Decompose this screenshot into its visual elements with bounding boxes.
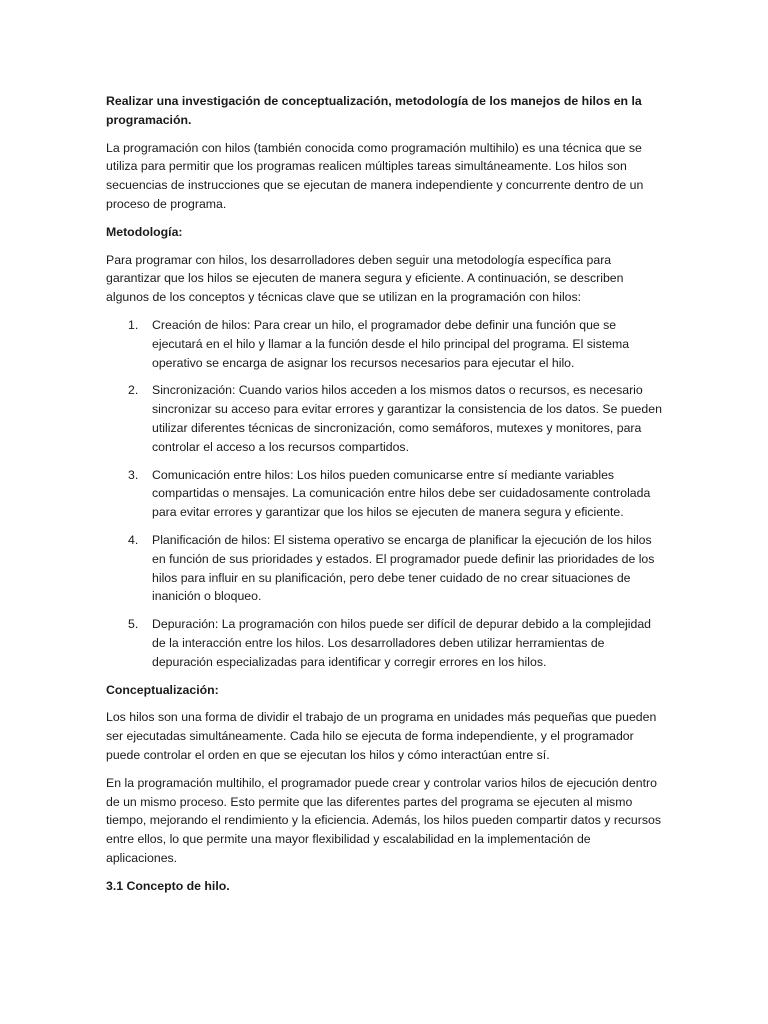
document-title: Realizar una investigación de conceptualización, metodología de los manejos de hilos en la programación.	[106, 94, 642, 127]
list-item-number: 4.	[128, 532, 139, 547]
conceptualizacion-paragraph-1: Los hilos son una forma de dividir el trabajo de un programa en unidades más pequeñas que pueden ser ejecutadas simultáneamente. Cada hilo se ejecuta de forma independiente, y el programador puede controlar el orden en que se ejecutan los hilos y cómo interactúan entre sí.	[106, 710, 657, 762]
metodologia-heading: Metodología:	[106, 224, 183, 239]
intro-paragraph: La programación con hilos (también conocida como programación multihilo) es una técnica que se utiliza para permitir que los programas realicen múltiples tareas simultáneamente. Los hilos son secuencias de instrucciones que se ejecutan de manera independiente y concurrente dentro de un proceso de programa.	[106, 140, 644, 211]
conceptualizacion-paragraph-2: En la programación multihilo, el programador puede crear y controlar varios hilos de ejecución dentro de un mismo proceso. Esto permite que las diferentes partes del programa se ejecuten al mismo tiempo, mejorando el rendimiento y la eficiencia. Además, los hilos pueden compartir datos y recursos entre ellos, lo que permite una mayor flexibilidad y escalabilidad en la implementación de aplicaciones.	[106, 775, 662, 865]
list-item-text: Depuración: La programación con hilos puede ser difícil de depurar debido a la complejidad de la interacción entre los hilos. Los desarrolladores deben utilizar herramientas de depuración especializadas para identificar y corregir errores en los hilos.	[152, 617, 652, 669]
document-page	[106, 92, 662, 895]
list-item-number: 3.	[128, 467, 139, 482]
list-item-number: 5.	[128, 617, 139, 632]
metodologia-list	[106, 316, 662, 672]
list-item-text: Creación de hilos: Para crear un hilo, el programador debe definir una función que se ejecutará en el hilo y llamar a la función desde el hilo principal del programa. El sistema operativo se encarga de asignar los recursos necesarios para ejecutar el hilo.	[152, 317, 630, 370]
list-item-text: Comunicación entre hilos: Los hilos pueden comunicarse entre sí mediante variables compartidas o mensajes. La comunicación entre hilos debe ser cuidadosamente controlada para evitar errores y garantizar que los hilos se ejecuten de manera segura y eficiente.	[152, 467, 651, 520]
list-item-number: 1.	[128, 317, 139, 332]
list-item-text: Planificación de hilos: El sistema operativo se encarga de planificar la ejecución de los hilos en función de sus prioridades y estados. El programador puede definir las prioridades de los hilos para influir en su planificación, pero debe tener cuidado de no crear situaciones de inanición o bloqueo.	[152, 532, 655, 604]
list-item	[106, 381, 662, 456]
list-item-number: 2.	[128, 383, 139, 398]
metodologia-paragraph: Para programar con hilos, los desarrolladores deben seguir una metodología específica para garantizar que los hilos se ejecuten de manera segura y eficiente. A continuación, se describen algunos de los conceptos y técnicas clave que se utilizan en la programación con hilos:	[106, 252, 624, 305]
conceptualizacion-heading: Conceptualización:	[106, 682, 219, 697]
section-3-1-heading: 3.1 Concepto de hilo.	[106, 878, 230, 893]
list-item	[106, 316, 662, 372]
list-item	[106, 615, 662, 671]
list-item	[106, 466, 662, 522]
list-item-text: Sincronización: Cuando varios hilos acceden a los mismos datos o recursos, es necesario sincronizar su acceso para evitar errores y garantizar la consistencia de los datos. Se pueden utilizar diferentes técnicas de sincronización, como semáforos, mutexes y monitores, para controlar el acceso a los recursos compartidos.	[152, 383, 662, 454]
list-item	[106, 531, 662, 606]
